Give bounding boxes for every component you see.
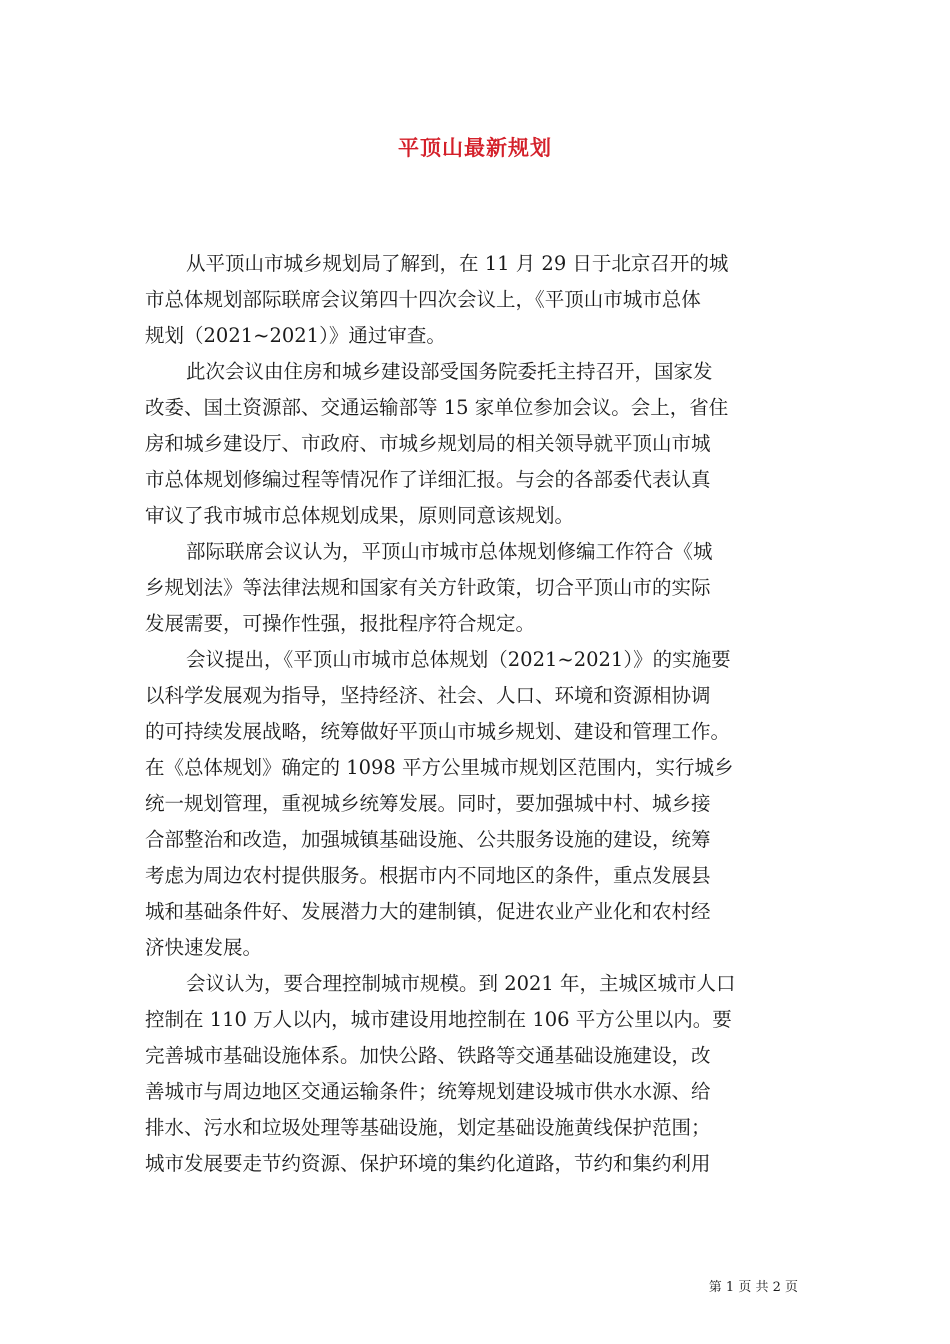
body-line: 规划（2021~2021）》通过审查。 <box>145 324 446 347</box>
body-line: 考虑为周边农村提供服务。根据市内不同地区的条件，重点发展县 <box>145 864 711 887</box>
document-title: 平顶山最新规划 <box>398 135 552 160</box>
body-line: 改委、国土资源部、交通运输部等 15 家单位参加会议。会上，省住 <box>145 396 729 419</box>
document-body <box>145 246 810 1182</box>
body-line: 发展需要，可操作性强，报批程序符合规定。 <box>145 612 536 635</box>
body-line: 会议提出，《平顶山市城市总体规划（2021~2021）》的实施要 <box>186 648 731 671</box>
body-line: 城市发展要走节约资源、保护环境的集约化道路，节约和集约利用 <box>145 1152 711 1175</box>
body-line: 的可持续发展战略，统筹做好平顶山市城乡规划、建设和管理工作。 <box>145 720 731 743</box>
body-line: 济快速发展。 <box>145 936 263 959</box>
body-line: 城和基础条件好、发展潜力大的建制镇，促进农业产业化和农村经 <box>145 900 711 923</box>
body-line: 以科学发展观为指导，坚持经济、社会、人口、环境和资源相协调 <box>145 684 711 707</box>
body-line: 房和城乡建设厅、市政府、市城乡规划局的相关领导就平顶山市城 <box>145 432 711 455</box>
body-line: 乡规划法》等法律法规和国家有关方针政策，切合平顶山市的实际 <box>145 576 711 599</box>
body-line: 在《总体规划》确定的 1098 平方公里城市规划区范围内，实行城乡 <box>145 756 734 779</box>
body-line: 统一规划管理，重视城乡统筹发展。同时，要加强城中村、城乡接 <box>145 792 711 815</box>
page-footer: 第 1 页 共 2 页 <box>708 1280 798 1295</box>
body-line: 此次会议由住房和城乡建设部受国务院委托主持召开，国家发 <box>186 360 713 383</box>
body-line: 完善城市基础设施体系。加快公路、铁路等交通基础设施建设，改 <box>145 1044 711 1067</box>
body-line: 善城市与周边地区交通运输条件；统筹规划建设城市供水水源、给 <box>145 1080 711 1103</box>
body-line: 审议了我市城市总体规划成果，原则同意该规划。 <box>145 504 575 527</box>
body-line: 市总体规划修编过程等情况作了详细汇报。与会的各部委代表认真 <box>145 468 711 491</box>
body-line: 部际联席会议认为，平顶山市城市总体规划修编工作符合《城 <box>186 540 713 563</box>
body-line: 从平顶山市城乡规划局了解到，在 11 月 29 日于北京召开的城 <box>186 252 729 275</box>
body-line: 合部整治和改造，加强城镇基础设施、公共服务设施的建设，统筹 <box>145 828 711 851</box>
body-line: 排水、污水和垃圾处理等基础设施，划定基础设施黄线保护范围； <box>145 1116 711 1139</box>
body-line: 会议认为，要合理控制城市规模。到 2021 年，主城区城市人口 <box>186 972 736 995</box>
body-line: 市总体规划部际联席会议第四十四次会议上，《平顶山市城市总体 <box>145 288 701 311</box>
body-line: 控制在 110 万人以内，城市建设用地控制在 106 平方公里以内。要 <box>145 1008 732 1031</box>
